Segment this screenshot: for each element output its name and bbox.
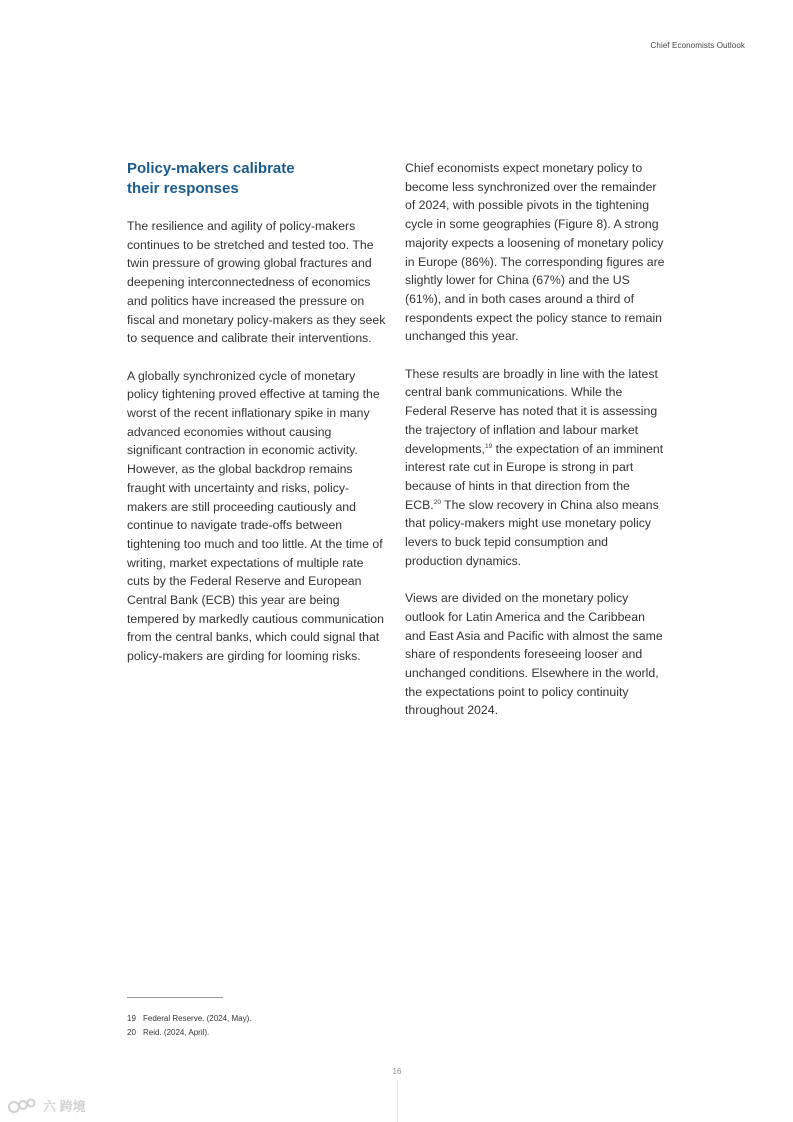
footnote-20 — [127, 1026, 252, 1040]
left-paragraph-2: A globally synchronized cycle of monetary policy tightening proved effective at taming the worst of the recent inflationary spike in many advanced economies without causing significant contraction in economic activity. However, as the global backdrop remains fraught with uncertainty and risks, policy-makers are still proceeding cautiously and continue to navigate trade-offs between tightening too much and too little. At the time of writing, market expectations of multiple rate cuts by the Federal Reserve and European Central Bank (ECB) this year are being tempered by markedly cautious communication from the central banks, which could signal that policy-makers are girding for looming risks. — [127, 368, 384, 664]
watermark — [8, 1096, 86, 1115]
footnote-number: 19 — [127, 1014, 136, 1023]
right-paragraph-2 — [405, 365, 667, 571]
footnote-text: Reid. (2024, April). — [143, 1028, 210, 1037]
section-title-line-2: their responses — [127, 179, 239, 197]
section-title-line-1: Policy-makers calibrate — [127, 160, 295, 177]
right-paragraph-1: Chief economists expect monetary policy to become less synchronized over the remainder of 2024, with possible pivots in the tightening cycle in some geographies (Figure 8). A strong majority expects a loosening of monetary policy in Europe (86%). The corresponding figures are slightly lower for China (67%) and the US (61%), and in both cases around a third of respondents expect the policy stance to remain unchanged this year. — [405, 161, 665, 344]
watermark-logo-icon — [8, 1098, 38, 1114]
watermark-text: 六 跨境 — [43, 1099, 86, 1114]
footnote-ref-20[interactable]: 20 — [433, 498, 441, 506]
running-header-title: Chief Economists Outlook — [650, 41, 745, 50]
footnote-divider — [127, 997, 223, 998]
page-number: 16 — [392, 1067, 402, 1076]
left-paragraph-1: The resilience and agility of policy-makers continues to be stretched and tested too. The twin pressure of growing global fractures and deepening interconnectedness of economics and politics have increased the pressure on fiscal and monetary policy-makers as they seek to sequence and calibrate their interventions. — [127, 219, 386, 346]
right-paragraph-2-text-c: The slow recovery in China also means that policy-makers might use monetary policy levers to buck tepid consumption and production dynamics. — [405, 497, 659, 568]
footnote-number: 20 — [127, 1028, 136, 1037]
footnote-ref-19[interactable]: 19 — [484, 442, 493, 450]
footnote-19 — [127, 1012, 252, 1026]
right-paragraph-3: Views are divided on the monetary policy outlook for Latin America and the Caribbean and East Asia and Pacific with almost the same share of respondents foreseeing looser and unchanged conditions. Elsewhere in the world, the expectations point to policy continuity throughout 2024. — [405, 591, 663, 718]
right-paragraph-2-text-a: These results are broadly in line with the latest central bank communications. While the Federal Reserve has noted that it is assessing the trajectory of inflation and labour market developments, — [405, 366, 658, 456]
right-paragraph-2-text-b: the expectation of an imminent interest rate cut in Europe is strong in part because of hints in that direction from the ECB. — [405, 441, 664, 512]
left-column — [127, 159, 389, 685]
right-column — [405, 159, 667, 739]
section-title — [127, 159, 389, 198]
footnote-text: Federal Reserve. (2024, May). — [143, 1014, 252, 1023]
page-number-divider — [397, 1080, 398, 1122]
footnotes — [127, 1012, 252, 1040]
